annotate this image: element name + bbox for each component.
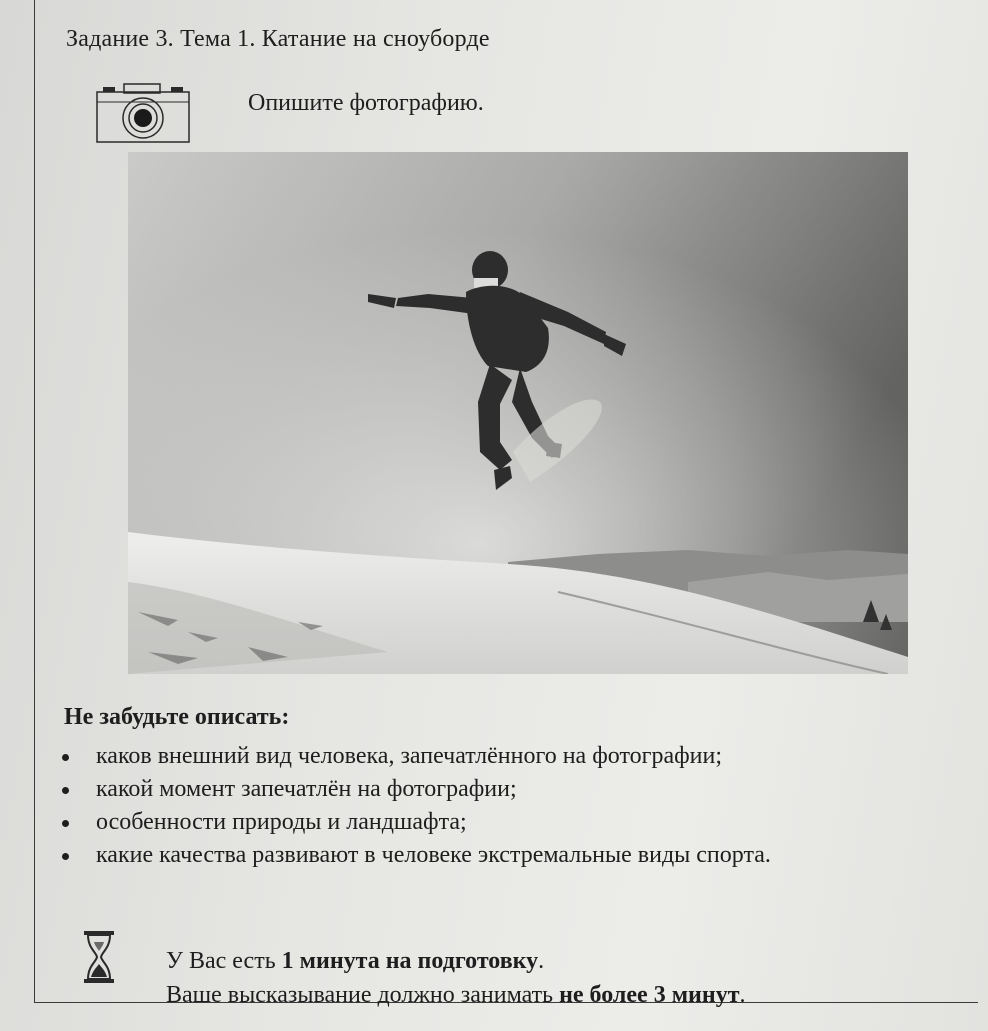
task-title: Задание 3. Тема 1. Катание на сноуборде — [66, 26, 490, 52]
camera-icon — [96, 82, 190, 144]
prep-time-text: У Вас есть 1 минута на подготовку. — [166, 948, 545, 974]
answer-time-text: Ваше высказывание должно занимать не более 3 минут. — [166, 982, 746, 1008]
reminder-list — [60, 740, 771, 872]
reminder-heading: Не забудьте описать: — [64, 704, 290, 730]
list-item: какие качества развивают в человеке экстремальные виды спорта. — [60, 839, 771, 872]
list-item: какой момент запечатлён на фотографии; — [60, 773, 771, 806]
hourglass-icon — [82, 930, 116, 984]
list-item: каков внешний вид человека, запечатлённого на фотографии; — [60, 740, 771, 773]
list-item: особенности природы и ландшафта; — [60, 806, 771, 839]
snowboarder-photo — [128, 152, 908, 674]
instruction-text: Опишите фотографию. — [248, 90, 484, 116]
